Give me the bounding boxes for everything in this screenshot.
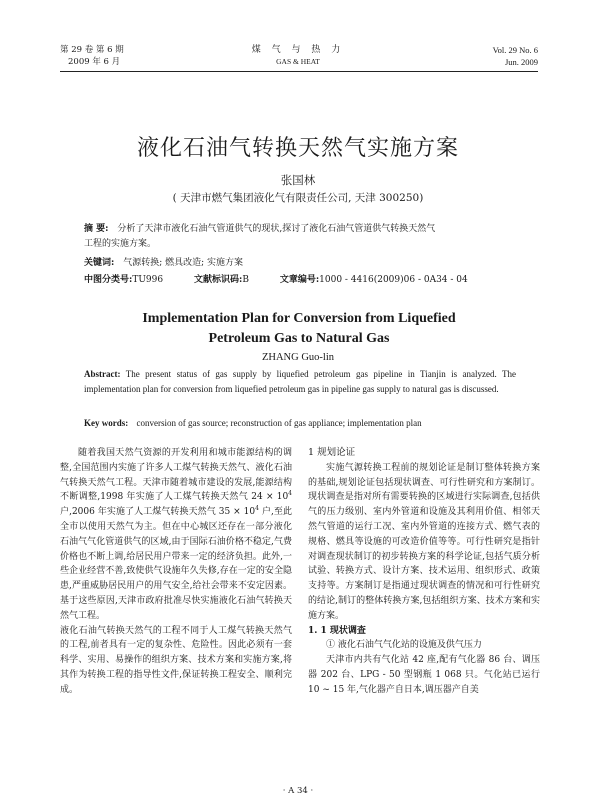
english-title-line-1: Implementation Plan for Conversion from Liquefied (142, 311, 456, 326)
journal-name-cn: 煤 气 与 热 力 (251, 45, 345, 55)
keywords-cn (84, 256, 516, 271)
superscript: 4 (288, 490, 292, 498)
page-title: 液化石油气转换天然气实施方案 (136, 136, 459, 161)
body-text: 随着我国天然气资源的开发利用和城市能源结构的调整,全国范围内实施了许多人工煤气转换天然气、液化石油气转换天然气工程。天津市随着城市建设的发展,能源结构不断调整,1998 年实施了人工煤气转换天然气 24 × 10 (60, 448, 292, 503)
abstract-cn-label: 摘 要: (84, 224, 109, 234)
article-no-value: 1000 - 4416(2009)06 - 0A34 - 04 (319, 275, 468, 285)
body-paragraph: 天津市内共有气化站 42 座,配有气化器 86 台、调压器 202 台、LPG - 50 型钢瓶 1 068 只。气化站已运行 10 ~ 15 年,气化器产自日本,调压器产自美 (308, 655, 540, 695)
abstract-cn (84, 222, 516, 237)
abstract-cn-text-1: 分析了天津市液化石油气管道供气的现状,探讨了液化石油气管道供气转换天然气 (117, 224, 436, 234)
body-paragraph: 实施气源转换工程前的规划论证是制订整体转换方案的基础,规划论证包括现状调查、可行性研究和方案制订。现状调查是指对所有需要转换的区域进行实际调查,包括供气的压力级别、室内外管道和设施及其利用价值、相邻天然气管道的运行工况、室内外管道的连接方式、燃气表的规格、燃具等设施的可改造价值等等。可行性研究是指针对调查现状制订的初步转换方案的科学论证,包括气质分析试验、转换方式、设计方案、技术运用、组织形式、政策支持等。方案制订是指通过现状调查的情况和可行性研究的结论,制订的整体转换方案,包括组织方案、技术方案和实施方案。 (308, 462, 540, 621)
journal-date-en: Jun. 2009 (504, 57, 538, 67)
keywords-en-label: Key words: (84, 418, 129, 428)
keywords-en (84, 418, 524, 428)
superscript: 4 (255, 505, 259, 513)
journal-name-en: GAS & HEAT (276, 57, 320, 66)
abstract-cn-text-2: 工程的实施方案。 (84, 239, 157, 249)
author-affiliation: ( 天津市燃气集团液化气有限责任公司, 天津 300250) (172, 192, 424, 204)
journal-date: 2009 年 6 月 (68, 57, 121, 67)
classification-info (84, 273, 544, 288)
page-number: · A 34 · (282, 786, 314, 796)
body-paragraph: 液化石油气转换天然气的工程不同于人工煤气转换天然气的工程,前者具有一定的复杂性、危险性。因此必须有一套科学、实用、易操作的组织方案、技术方案和实施方案,将其作为转换工程的指导性文件,保证转换工程安全、顺利完成。 (60, 625, 292, 695)
abstract-en-label: Abstract: (84, 369, 121, 379)
clc-label: 中图分类号: (84, 275, 133, 285)
journal-volume-info-en (440, 44, 538, 68)
author-name: 张国林 (280, 173, 316, 187)
keywords-en-text: conversion of gas source; reconstruction of gas appliance; implementation plan (136, 418, 422, 428)
journal-volume-issue-en: Vol. 29 No. 6 (492, 45, 538, 55)
author-name-en: ZHANG Guo-lin (261, 352, 335, 363)
body-right-column (308, 446, 540, 698)
abstract-en (84, 367, 516, 397)
doc-code-label: 文献标识码: (193, 275, 243, 285)
body-left-column (60, 446, 292, 698)
body-text: 户,至此全市以使用天然气为主。但在中心城区还存在一部分液化石油气气化管道供气的区域,由于国际石油价格不稳定,气费价格也不断上调,给居民用户带来一定的经济负担。此外,一些企业经营不善,致使供气设施年久失修,存在一定的安全隐患,严重威胁居民用户的用气安全,给社会带来不安定因素。基于这些原因,天津市政府批准尽快实施液化石油气转换天然气工程。 (60, 507, 292, 621)
keywords-cn-label: 关键词: (84, 258, 115, 268)
english-title-line-2: Petroleum Gas to Natural Gas (208, 331, 390, 346)
journal-volume-issue: 第 29 卷 第 6 期 (60, 45, 124, 55)
body-paragraph (60, 446, 292, 624)
doc-code-value: B (242, 275, 249, 285)
abstract-cn-continued (84, 237, 516, 252)
abstract-en-text: The present status of gas supply by liquefied petroleum gas pipeline in Tianjin is analyzed. The implementation plan for conversion from liquefied petroleum gas in pipeline gas supply to natural gas is discussed. (84, 369, 516, 394)
subsection-heading: 1. 1 现状调查 (308, 625, 366, 636)
list-item: ① 液化石油气气化站的设施及供气压力 (326, 640, 482, 651)
header-rule (60, 71, 538, 72)
clc-value: TU996 (132, 275, 164, 285)
body-text: 户,2006 年实施了人工煤气转换天然气 35 × 10 (60, 507, 256, 518)
article-no-label: 文章编号: (279, 275, 320, 285)
keywords-cn-text: 气源转换; 燃具改造; 实施方案 (123, 258, 243, 268)
english-title (60, 309, 538, 349)
section-heading: 1 规划论证 (308, 447, 356, 458)
